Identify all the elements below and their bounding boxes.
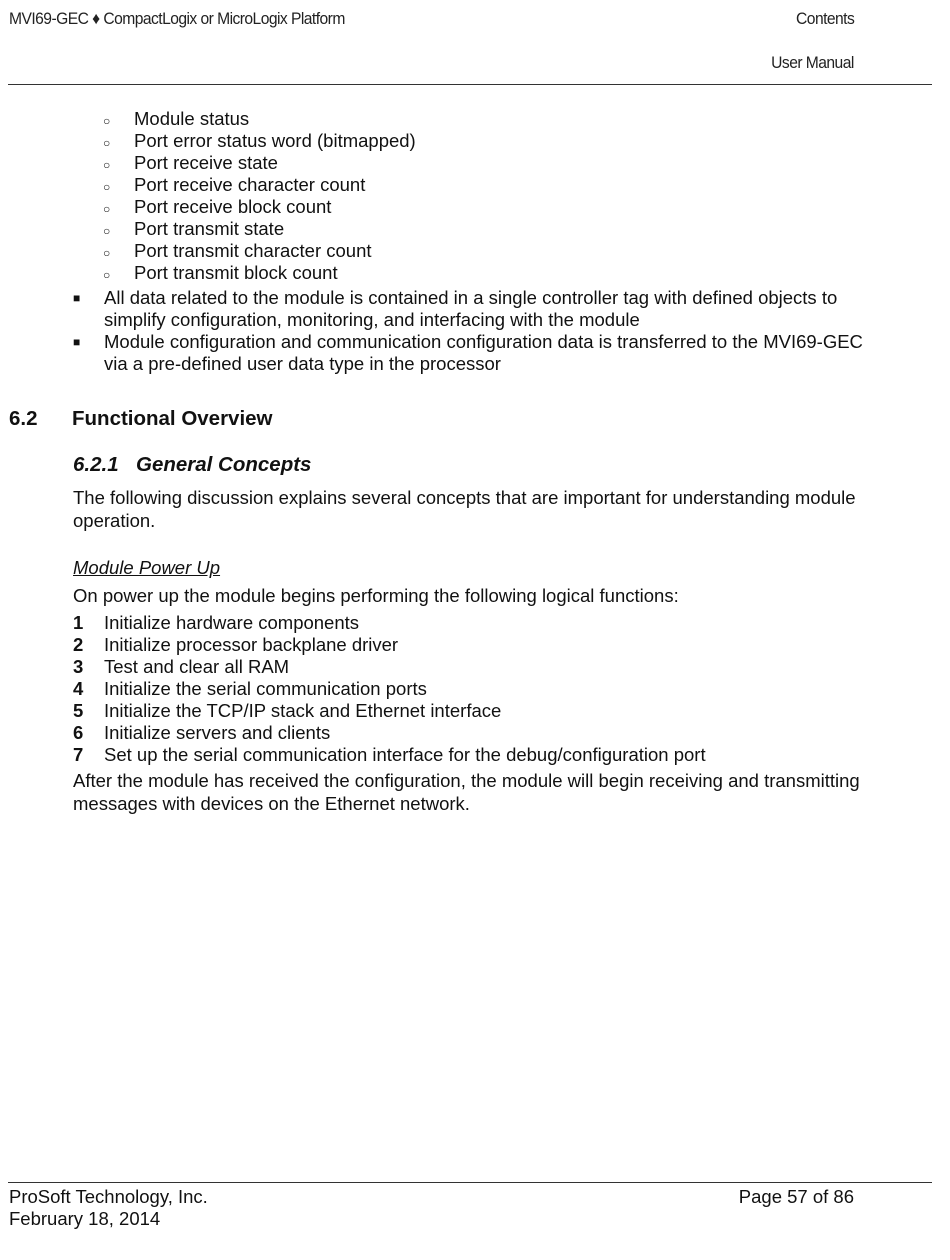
closing-paragraph: After the module has received the configuration, the module will begin receiving and transmitting messages with devices on the Ethernet network. bbox=[73, 770, 860, 814]
hollow-circle-bullet-icon: ○ bbox=[103, 180, 111, 194]
hollow-circle-bullet-icon: ○ bbox=[103, 202, 111, 216]
hollow-circle-bullet-icon: ○ bbox=[103, 114, 111, 128]
subsection-title: General Concepts bbox=[136, 453, 312, 476]
subsection-heading bbox=[73, 453, 312, 477]
intro-paragraph: The following discussion explains several concepts that are important for understanding module operation. bbox=[73, 487, 856, 531]
square-bullet-icon: ■ bbox=[73, 335, 81, 349]
header-section-label: Contents bbox=[795, 9, 854, 28]
square-bullet-icon: ■ bbox=[73, 291, 81, 305]
header-product-title: MVI69-GEC ♦ CompactLogix or MicroLogix Platform bbox=[9, 9, 345, 28]
footer-date: February 18, 2014 bbox=[9, 1208, 161, 1229]
power-up-intro: On power up the module begins performing the following logical functions: bbox=[73, 585, 679, 606]
hollow-circle-bullet-icon: ○ bbox=[103, 246, 111, 260]
hollow-circle-bullet-icon: ○ bbox=[103, 158, 111, 172]
hollow-circle-bullet-icon: ○ bbox=[103, 224, 111, 238]
footer-divider bbox=[8, 1182, 932, 1183]
footer-company: ProSoft Technology, Inc. bbox=[9, 1186, 208, 1207]
power-up-heading: Module Power Up bbox=[73, 557, 221, 578]
section-number: 6.2 bbox=[9, 407, 38, 430]
section-title: Functional Overview bbox=[72, 407, 273, 430]
hollow-circle-bullet-icon: ○ bbox=[103, 268, 111, 282]
footer-page-number: Page 57 of 86 bbox=[738, 1186, 854, 1207]
header-divider bbox=[8, 84, 932, 85]
subsection-number: 6.2.1 bbox=[73, 453, 119, 476]
hollow-circle-bullet-icon: ○ bbox=[103, 136, 111, 150]
header-manual-label: User Manual bbox=[771, 53, 854, 72]
